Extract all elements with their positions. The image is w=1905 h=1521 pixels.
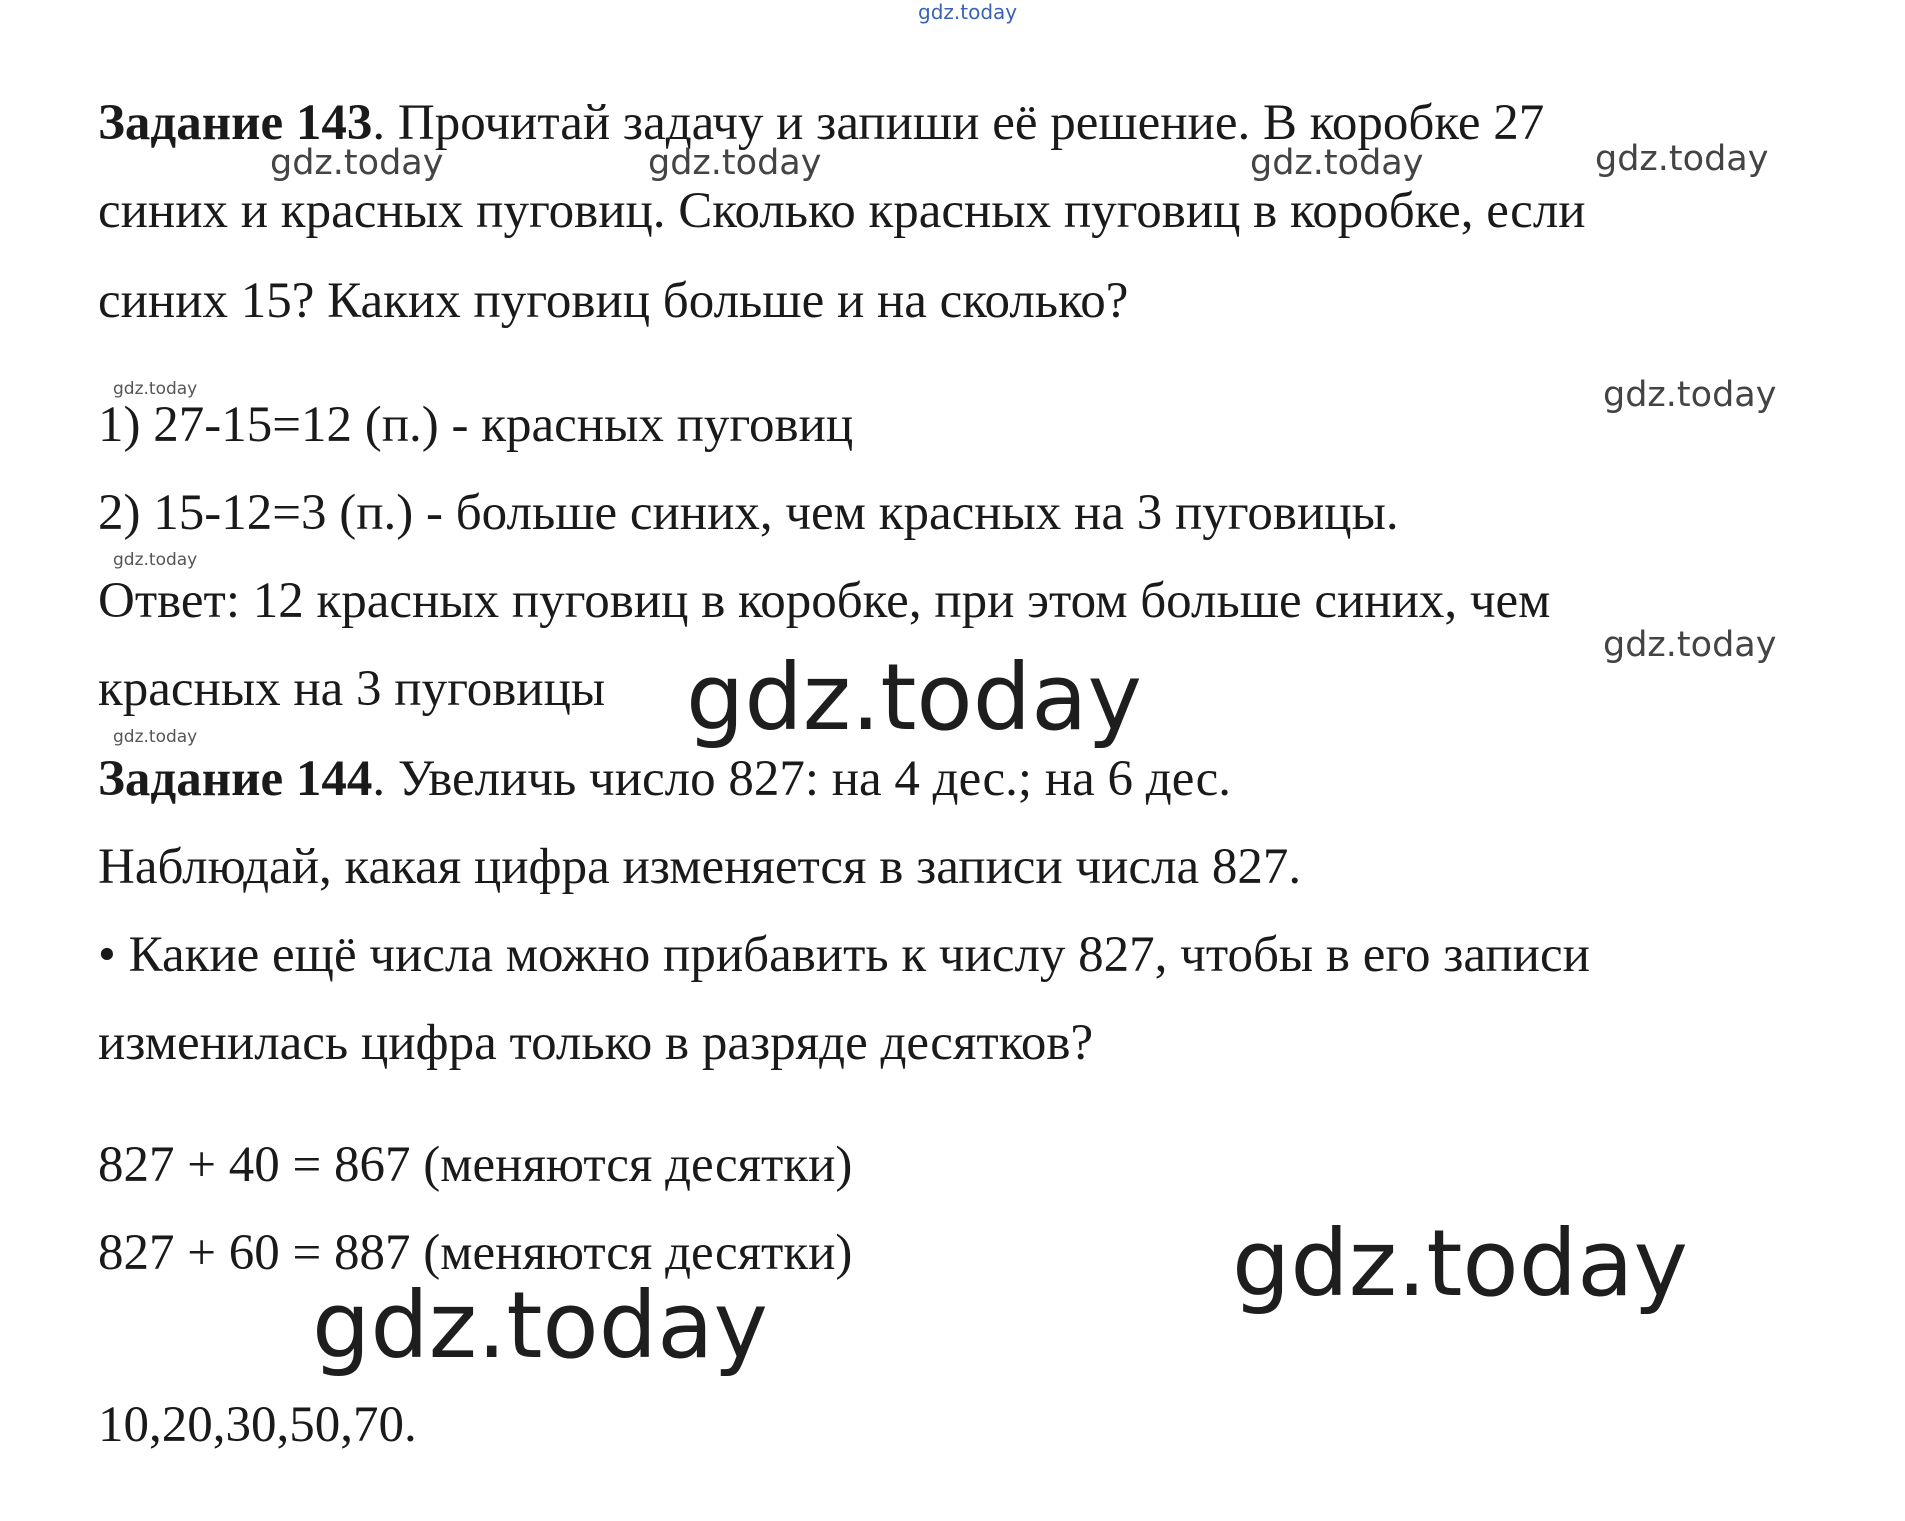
watermark-row1-a: gdz.today: [270, 143, 444, 183]
task143-answer-line2: красных на 3 пуговицы: [98, 661, 606, 717]
watermark-top: gdz.today: [918, 0, 1018, 24]
task144-question-line2: изменилась цифра только в разряде десятков?: [98, 1015, 1094, 1071]
task144-heading: Задание 144: [98, 751, 373, 807]
task143-heading: Задание 143: [98, 95, 373, 151]
watermark-row1-d: gdz.today: [1595, 139, 1769, 179]
task143-step2: 2) 15-12=3 (п.) - больше синих, чем красных на 3 пуговицы.: [98, 485, 1399, 541]
task144-calc2: 827 + 60 = 887 (меняются десятки): [98, 1225, 853, 1281]
watermark-large-2: gdz.today: [1232, 1210, 1688, 1317]
task144-intro-text: . Увеличь число 827: на 4 дес.; на 6 дес.: [372, 751, 1232, 807]
watermark-right-2: gdz.today: [1603, 625, 1777, 665]
watermark-large-1: gdz.today: [686, 644, 1142, 751]
watermark-small-1: gdz.today: [113, 379, 198, 399]
watermark-row1-b: gdz.today: [648, 143, 822, 183]
task143-answer-line1: Ответ: 12 красных пуговиц в коробке, при этом больше синих, чем: [98, 573, 1551, 629]
task144-question-line1: • Какие ещё числа можно прибавить к числу 827, чтобы в его записи: [98, 927, 1590, 983]
task143-intro-text: . Прочитай задачу и запиши её решение. В коробке 27: [372, 95, 1545, 151]
watermark-row1-c: gdz.today: [1250, 143, 1424, 183]
task143-intro-line2: синих и красных пуговиц. Сколько красных пуговиц в коробке, если: [98, 183, 1586, 239]
task143-step1: 1) 27-15=12 (п.) - красных пуговиц: [98, 397, 854, 453]
task144-numbers: 10,20,30,50,70.: [98, 1397, 417, 1453]
task144-intro-line1: [98, 751, 1232, 807]
task143-intro-line1: [98, 95, 1545, 151]
task144-calc1: 827 + 40 = 867 (меняются десятки): [98, 1137, 853, 1193]
task143-intro-line3: синих 15? Каких пуговиц больше и на сколько?: [98, 273, 1129, 329]
task144-intro-line2: Наблюдай, какая цифра изменяется в записи числа 827.: [98, 839, 1302, 895]
watermark-small-2: gdz.today: [113, 550, 198, 570]
watermark-small-3: gdz.today: [113, 727, 198, 747]
watermark-right-1: gdz.today: [1603, 375, 1777, 415]
watermark-large-3: gdz.today: [312, 1272, 768, 1379]
